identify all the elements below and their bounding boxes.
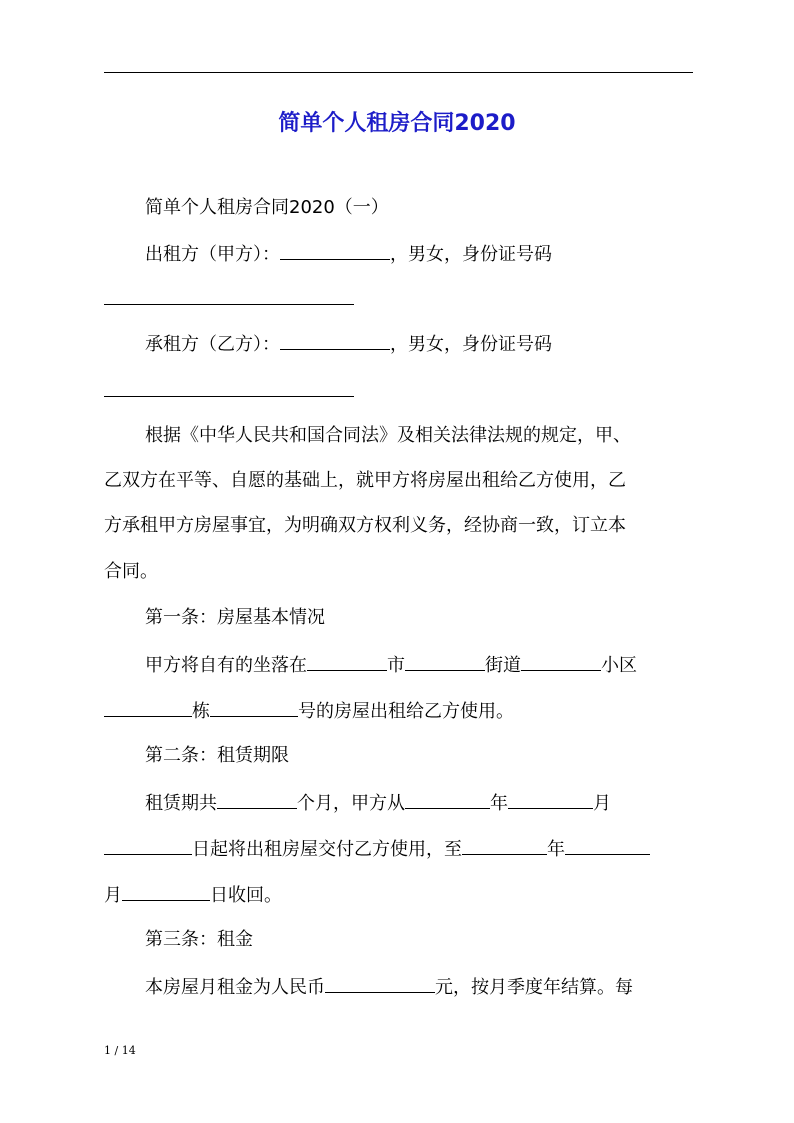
intro-line-1: 根据《中华人民共和国合同法》及相关法律法规的规定，甲、 [145, 425, 631, 446]
article1-line-2 [104, 698, 693, 724]
header-rule [104, 72, 693, 73]
unit-blank [210, 698, 298, 717]
text-segment: 租赁期共 [145, 793, 217, 814]
text-segment: 小区 [601, 655, 637, 676]
intro-line-4: 合同。 [104, 561, 158, 582]
intro-line-2: 乙双方在平等、自愿的基础上，就甲方将房屋出租给乙方使用，乙 [104, 470, 626, 491]
building-blank [104, 698, 192, 717]
rent-amount-blank [325, 974, 435, 993]
article3-line-1 [145, 974, 734, 1000]
start-year-blank [405, 790, 490, 809]
text-segment: 元，按月季度年结算。每 [435, 977, 633, 998]
text-segment: 栋 [192, 701, 210, 722]
article1-title: 第一条：房屋基本情况 [145, 607, 325, 628]
article1-line-1 [145, 652, 734, 678]
text-segment: 号的房屋出租给乙方使用。 [298, 701, 514, 722]
article2-line-2 [104, 836, 693, 862]
community-blank [521, 652, 601, 671]
text-segment: 市 [387, 655, 405, 676]
text-segment: 日收回。 [210, 885, 282, 906]
text-segment: 街道 [485, 655, 521, 676]
contract-heading: 简单个人租房合同2020（一） [145, 197, 389, 218]
start-month-blank [508, 790, 593, 809]
article2-line-3 [104, 882, 693, 908]
end-month-blank [565, 836, 650, 855]
lessor-name-blank [280, 241, 390, 260]
lessor-label: 出租方（甲方）： [145, 244, 280, 265]
text-segment: 甲方将自有的坐落在 [145, 655, 307, 676]
months-blank [217, 790, 297, 809]
street-blank [405, 652, 485, 671]
lessor-suffix: ，男女，身份证号码 [390, 244, 552, 265]
start-day-blank [104, 836, 192, 855]
lessee-id-blank [104, 396, 354, 397]
article2-title: 第二条：租赁期限 [145, 745, 289, 766]
article3-title: 第三条：租金 [145, 929, 253, 950]
text-segment: 个月，甲方从 [297, 793, 405, 814]
intro-line-3: 方承租甲方房屋事宜，为明确双方权利义务，经协商一致，订立本 [104, 515, 626, 536]
lessee-line [145, 331, 734, 357]
article2-line-1 [145, 790, 734, 816]
text-segment: 年 [547, 839, 565, 860]
document-title: 简单个人租房合同2020 [278, 111, 516, 136]
page-number: 1 / 14 [104, 1044, 136, 1057]
lessee-name-blank [280, 331, 390, 350]
end-day-blank [122, 882, 210, 901]
lessee-label: 承租方（乙方）： [145, 334, 280, 355]
text-segment: 日起将出租房屋交付乙方使用，至 [192, 839, 462, 860]
text-segment: 年 [490, 793, 508, 814]
lessee-suffix: ，男女，身份证号码 [390, 334, 552, 355]
end-year-blank [462, 836, 547, 855]
text-segment: 本房屋月租金为人民币 [145, 977, 325, 998]
text-segment: 月 [593, 793, 611, 814]
city-blank [307, 652, 387, 671]
text-segment: 月 [104, 885, 122, 906]
lessor-line [145, 241, 734, 267]
lessor-id-blank [104, 304, 354, 305]
